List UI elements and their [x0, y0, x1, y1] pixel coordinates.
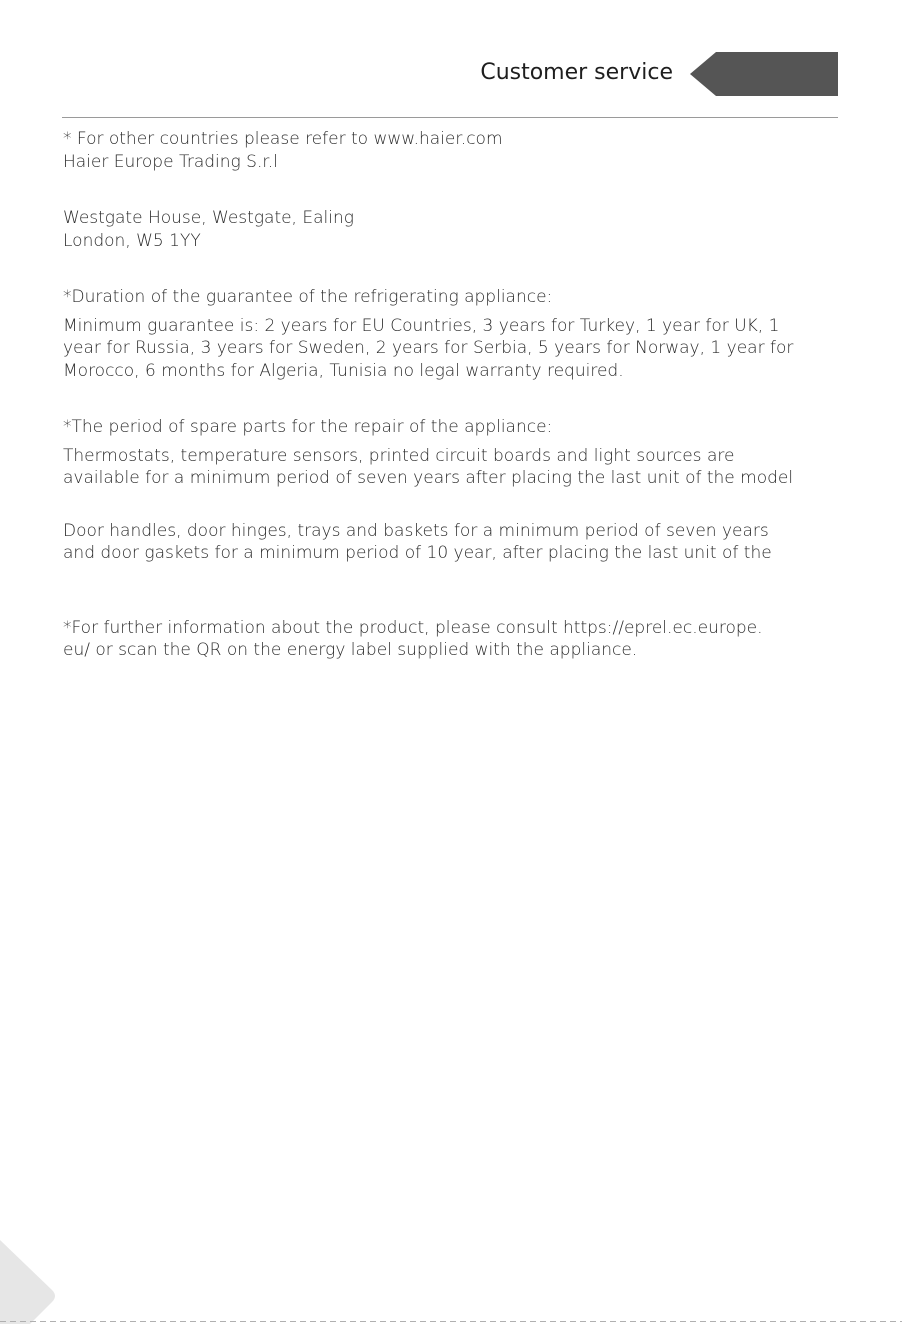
guarantee-heading: *Duration of the guarantee of the refrigerating appliance:	[63, 287, 553, 307]
address-line-1: Westgate House, Westgate, Ealing	[63, 208, 354, 228]
address-line-2: London, W5 1YY	[63, 230, 201, 251]
guarantee-line: Morocco, 6 months for Algeria, Tunisia no legal warranty required.	[63, 360, 624, 381]
further-info-line: eu/ or scan the QR on the energy label supplied with the appliance.	[63, 640, 638, 660]
page-corner-tab	[0, 1240, 60, 1324]
door-parts-line: and door gaskets for a minimum period of 10 year, after placing the last unit of the	[63, 543, 772, 563]
countries-note: * For other countries please refer to www.haier.com	[63, 129, 503, 149]
page-bottom-rule	[0, 1321, 902, 1322]
spare-parts-line: available for a minimum period of seven years after placing the last unit of the model	[63, 468, 794, 488]
page-title: Customer service	[480, 60, 673, 85]
guarantee-line: Minimum guarantee is: 2 years for EU Countries, 3 years for Turkey, 1 year for UK, 1	[63, 315, 780, 336]
company-name: Haier Europe Trading S.r.l	[63, 151, 278, 172]
spare-parts-heading: *The period of spare parts for the repair of the appliance:	[63, 417, 553, 437]
door-parts-line: Door handles, door hinges, trays and baskets for a minimum period of seven years	[63, 520, 769, 541]
document-body	[63, 128, 839, 662]
header-divider	[62, 117, 838, 118]
further-info-line: *For further information about the product, please consult https://eprel.ec.europe.	[63, 617, 763, 638]
spare-parts-line: Thermostats, temperature sensors, printed circuit boards and light sources are	[63, 445, 735, 466]
section-tab-marker	[690, 52, 838, 96]
guarantee-line: year for Russia, 3 years for Sweden, 2 years for Serbia, 5 years for Norway, 1 year for	[63, 338, 794, 358]
